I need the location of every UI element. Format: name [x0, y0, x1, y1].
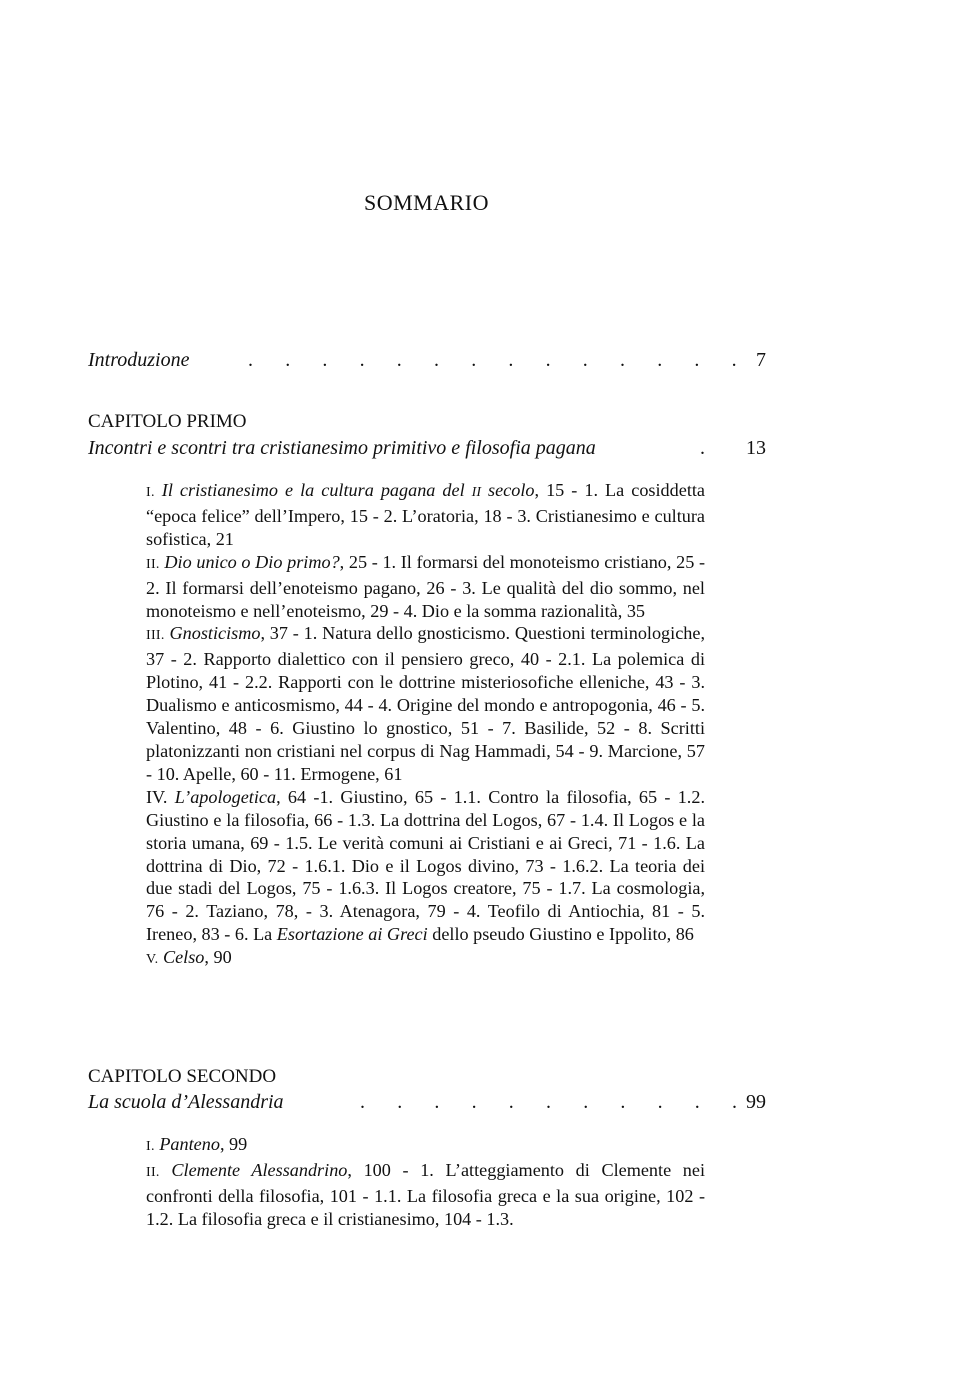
toc-entry-introduzione[interactable]	[88, 349, 766, 375]
chapter-heading: CAPITOLO SECONDO	[88, 1066, 277, 1087]
section-entry[interactable]: I. Panteno, 99	[146, 1134, 248, 1154]
chapter-heading: CAPITOLO PRIMO	[88, 411, 247, 432]
toc-entry-label: Incontri e scontri tra cristianesimo primitivo e filosofia pagana	[88, 437, 596, 459]
toc-page-number: 13	[746, 437, 766, 459]
section-entry[interactable]: V. Celso, 90	[146, 947, 232, 968]
leader-dots: . . . . . . . . . . .	[360, 1091, 751, 1113]
chapter-2-section-list	[146, 1133, 705, 1231]
section-entry[interactable]: II. Clemente Alessandrino, 100 - 1. L’atteggiamento di Clemente nei confronti della filosofia, 101 - 1.1. La filosofia greca e la sua origine, 102 - 1.2. La filosofia greca e il cristianesimo, 104 - 1.3.	[146, 1159, 706, 1229]
toc-entry-chapter-1[interactable]	[88, 437, 766, 463]
section-entry[interactable]: I. Il cristianesimo e la cultura pagana del II secolo, 15 - 1. La cosiddetta “epoca felice” dell’Impero, 15 - 2. L’oratoria, 18 - 3. Cristianesimo e cultura sofistica, 21	[146, 480, 706, 549]
leader-dots: . . . . . . . . . . . . . .	[248, 349, 751, 371]
section-entry[interactable]: III. Gnosticismo, 37 - 1. Natura dello gnosticismo. Questioni terminologiche, 37 - 2. Rapporto dialettico con il pensiero greco, 40 - 2.1. La polemica di Plotino, 41 - 2.2. Rapporti con le dottrine misteriosofiche elleniche, 43 - 3. Dualismo e anticosmismo, 44 - 4. Origine del mondo e antropogonia, 46 - 5. Valentino, 48 - 6. Giustino lo gnostico, 51 - 7. Basilide, 52 - 8. Scritti platonizzanti non cristiani nel corpus di Nag Hammadi, 54 - 9. Marcione, 57 - 10. Apelle, 60 - 11. Ermogene, 61	[146, 623, 705, 784]
page-title: SOMMARIO	[363, 190, 490, 215]
chapter-1-section-list	[146, 479, 705, 972]
section-entry[interactable]: IV. L’apologetica, 64 -1. Giustino, 65 - 1.1. Contro la filosofia, 65 - 1.2. Giustino e la filosofia, 66 - 1.3. La dottrina del Logos, 67 - 1.4. Il Logos e la storia umana, 69 - 1.5. Le verità comuni ai Cristiani e ai Greci, 71 - 1.6. La dottrina di Dio, 72 - 1.6.1. Dio e il Logos divino, 73 - 1.6.2. La teoria dei due stadi del Logos, 75 - 1.6.3. Il Logos creatore, 75 - 1.7. La cosmologia, 76 - 2. Taziano, 78, - 3. Atenagora, 79 - 4. Teofilo di Antiochia, 81 - 5. Ireneo, 83 - 6. La Esortazione ai Greci dello pseudo Giustino e Ippolito, 86	[146, 786, 705, 945]
toc-page-number: 99	[746, 1091, 766, 1113]
toc-page-number: 7	[756, 349, 766, 371]
toc-entry-label: La scuola d’Alessandria	[88, 1091, 284, 1113]
toc-entry-chapter-2[interactable]	[88, 1091, 766, 1117]
toc-entry-label: Introduzione	[88, 349, 190, 371]
section-entry[interactable]: II. Dio unico o Dio primo?, 25 - 1. Il formarsi del monoteismo cristiano, 25 - 2. Il formarsi dell’enoteismo pagano, 26 - 3. Le qualità del dio sommo, nel monoteismo e nell’enoteismo, 29 - 4. Dio e la somma razionalità, 35	[146, 551, 706, 621]
leader-dots: .	[700, 437, 719, 459]
